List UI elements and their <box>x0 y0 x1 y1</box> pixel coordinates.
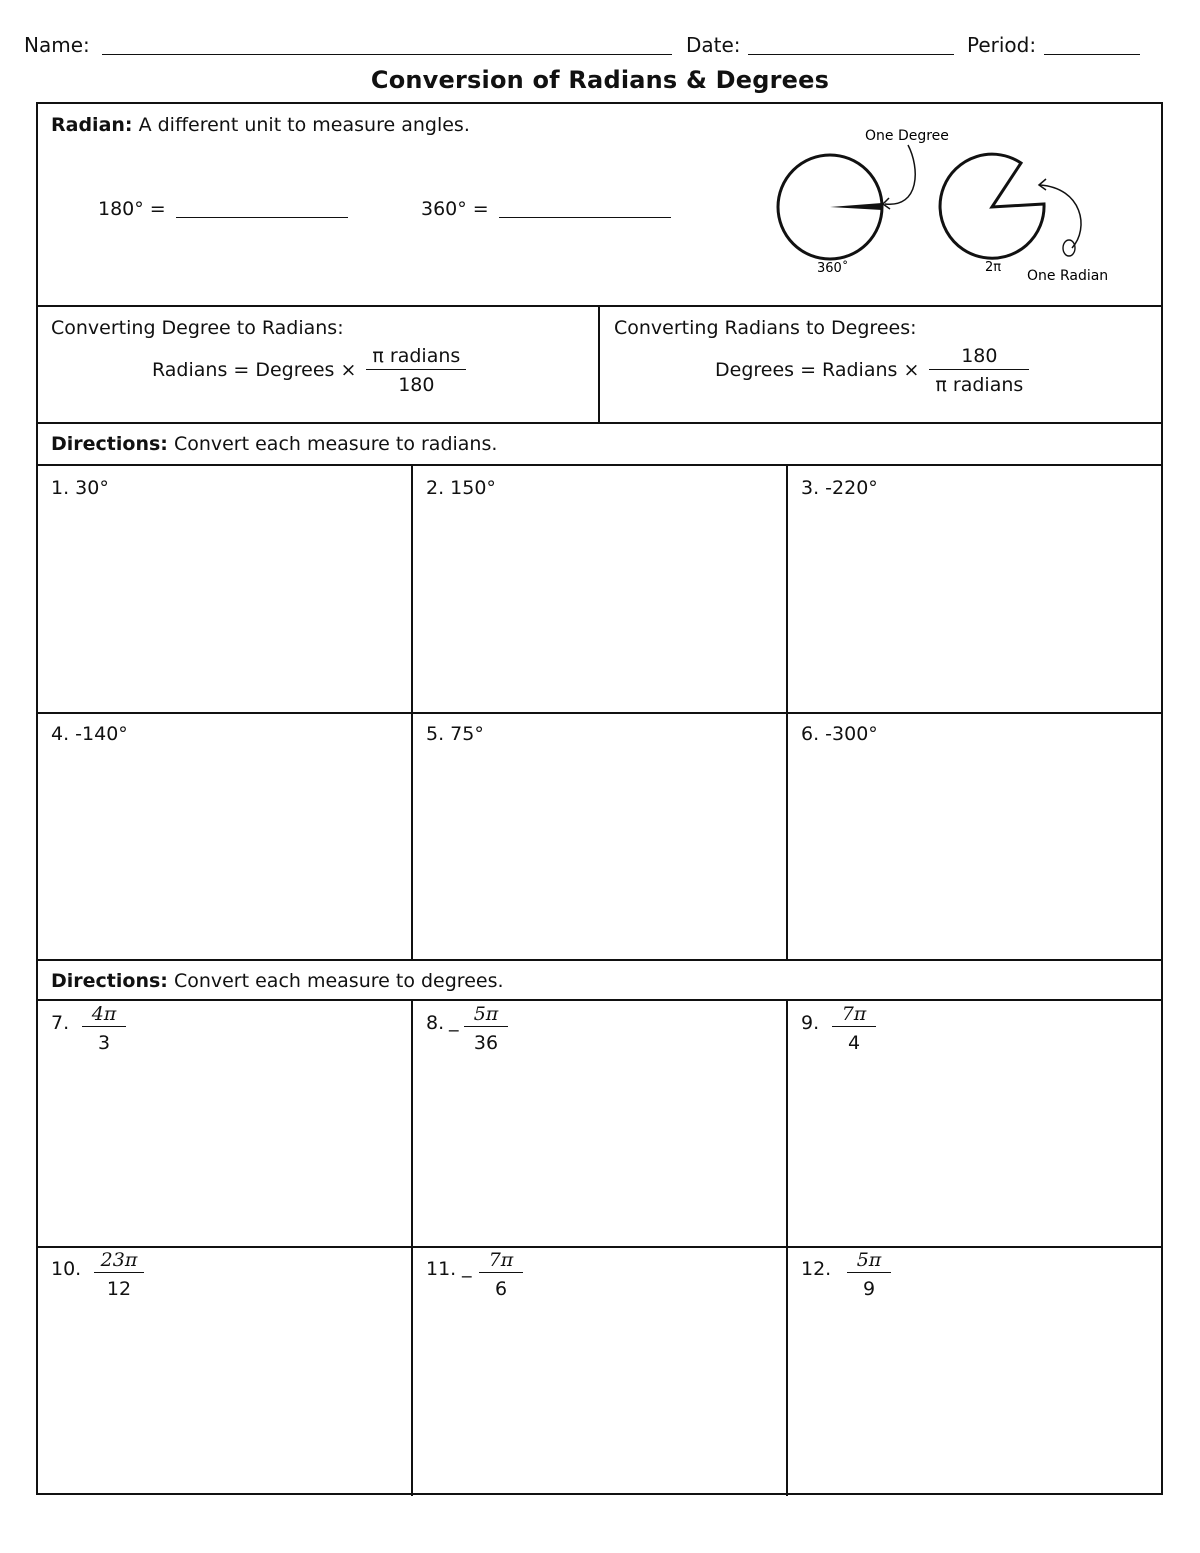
equation-360-label: 360° = <box>421 198 489 220</box>
problem-7-fraction <box>82 1003 126 1054</box>
work-area[interactable] <box>790 510 1158 708</box>
work-area[interactable] <box>415 1070 783 1242</box>
divider <box>36 464 1163 466</box>
problem-4: 4. -140° <box>51 723 128 745</box>
fraction-denominator: π radians <box>935 374 1024 396</box>
directions-degrees <box>51 970 504 992</box>
radian-definition <box>51 114 470 136</box>
pointer-arrow-icon <box>885 145 915 204</box>
fraction-numerator: 23π <box>94 1249 144 1273</box>
problem-10-fraction <box>94 1249 144 1300</box>
radian-definition-text: A different unit to measure angles. <box>138 114 470 136</box>
work-area[interactable] <box>415 756 783 954</box>
rad-to-deg-fraction <box>929 345 1029 396</box>
problem-12-fraction <box>847 1249 891 1300</box>
fraction-numerator: 7π <box>832 1003 876 1027</box>
fraction-denominator: 180 <box>398 374 435 396</box>
equation-360 <box>421 198 671 220</box>
rad-to-deg-heading: Converting Radians to Degrees: <box>614 317 917 339</box>
problem-8-label: 8. <box>426 1012 445 1034</box>
divider <box>36 1246 1163 1248</box>
radian-diagram <box>760 118 1140 298</box>
deg-to-rad-lhs: Radians = Degrees × <box>152 359 357 381</box>
fraction-denominator: 6 <box>494 1278 508 1300</box>
name-label: Name: <box>24 33 90 57</box>
fraction-denominator: 3 <box>97 1032 111 1054</box>
fraction-numerator: 4π <box>82 1003 126 1027</box>
period-field[interactable] <box>1044 54 1140 55</box>
fraction-numerator: 7π <box>479 1249 523 1273</box>
divider <box>36 712 1163 714</box>
directions-text: Convert each measure to degrees. <box>173 970 504 992</box>
work-area[interactable] <box>40 1070 408 1242</box>
fraction-numerator: 5π <box>847 1249 891 1273</box>
rad-to-deg-lhs: Degrees = Radians × <box>715 359 920 381</box>
fraction-denominator: 4 <box>847 1032 861 1054</box>
date-label: Date: <box>686 33 741 57</box>
divider <box>411 999 413 1496</box>
directions-radians <box>51 433 497 455</box>
directions-label: Directions: <box>51 433 168 455</box>
negative-sign: _ <box>449 1010 459 1032</box>
divider <box>36 999 1163 1001</box>
equation-180 <box>98 198 348 220</box>
page-title: Conversion of Radians & Degrees <box>370 66 830 94</box>
work-area[interactable] <box>415 510 783 708</box>
problem-5: 5. 75° <box>426 723 484 745</box>
problem-2: 2. 150° <box>426 477 496 499</box>
pointer-arrow-icon <box>1040 185 1081 248</box>
work-area[interactable] <box>790 1316 1158 1490</box>
deg-to-rad-formula <box>152 345 466 396</box>
fraction-numerator: 5π <box>464 1003 508 1027</box>
fraction-numerator: π radians <box>366 345 466 370</box>
work-area[interactable] <box>790 756 1158 954</box>
divider <box>36 959 1163 961</box>
work-area[interactable] <box>40 1316 408 1490</box>
problem-6: 6. -300° <box>801 723 878 745</box>
period-label: Period: <box>967 33 1037 57</box>
name-field[interactable] <box>102 54 672 55</box>
rad-to-deg-formula <box>715 345 1029 396</box>
one-radian-label: One Radian <box>1027 268 1109 284</box>
divider <box>786 999 788 1496</box>
problem-3: 3. -220° <box>801 477 878 499</box>
fraction-numerator: 180 <box>929 345 1029 370</box>
problem-10-label: 10. <box>51 1258 82 1280</box>
directions-label: Directions: <box>51 970 168 992</box>
problem-7-label: 7. <box>51 1012 70 1034</box>
one-degree-wedge <box>830 203 882 210</box>
problem-1: 1. 30° <box>51 477 109 499</box>
negative-sign: _ <box>462 1256 472 1278</box>
answer-blank-360[interactable] <box>499 199 671 218</box>
work-area[interactable] <box>790 1070 1158 1242</box>
date-field[interactable] <box>748 54 954 55</box>
divider <box>411 464 413 960</box>
fraction-denominator: 9 <box>862 1278 876 1300</box>
problem-12-label: 12. <box>801 1258 832 1280</box>
problem-9-label: 9. <box>801 1012 820 1034</box>
full-circle-degree-label: 360˚ <box>817 261 849 276</box>
work-area[interactable] <box>40 756 408 954</box>
worksheet-header <box>24 30 1140 60</box>
work-area[interactable] <box>415 1316 783 1490</box>
radian-sector-icon <box>940 154 1044 258</box>
deg-to-rad-fraction <box>366 345 466 396</box>
one-degree-label: One Degree <box>865 128 949 144</box>
fraction-denominator: 36 <box>473 1032 499 1054</box>
radian-circle-label: 2π <box>985 260 1002 275</box>
divider <box>786 464 788 960</box>
problem-11-fraction <box>479 1249 523 1300</box>
radian-term: Radian: <box>51 114 133 136</box>
directions-text: Convert each measure to radians. <box>173 433 498 455</box>
deg-to-rad-heading: Converting Degree to Radians: <box>51 317 344 339</box>
fraction-denominator: 12 <box>106 1278 132 1300</box>
divider <box>598 305 600 423</box>
problem-8-fraction <box>464 1003 508 1054</box>
equation-180-label: 180° = <box>98 198 166 220</box>
problem-9-fraction <box>832 1003 876 1054</box>
answer-blank-180[interactable] <box>176 199 348 218</box>
work-area[interactable] <box>40 510 408 708</box>
loop-icon <box>1063 240 1075 256</box>
problem-11-label: 11. <box>426 1258 457 1280</box>
